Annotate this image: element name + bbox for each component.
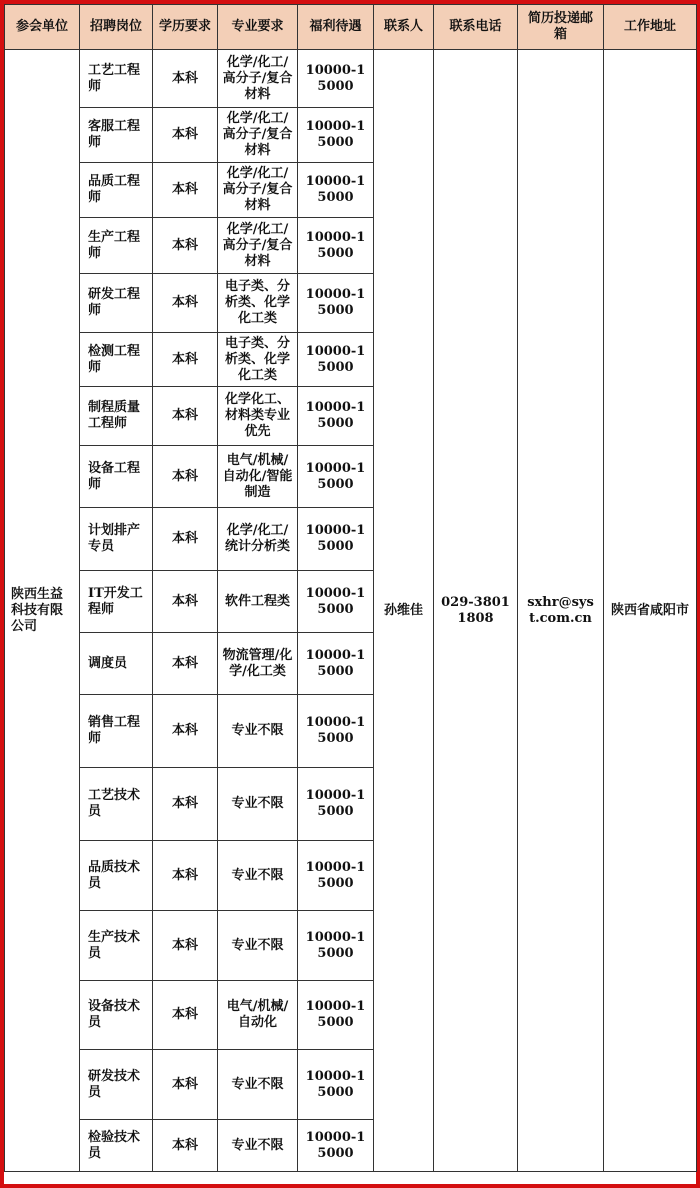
education-cell: 本科 [153,981,218,1050]
education-cell: 本科 [153,768,218,841]
address-cell: 陕西省咸阳市 [604,50,697,1172]
position-cell: 研发技术员 [80,1050,153,1120]
education-cell: 本科 [153,841,218,911]
recruitment-table [4,4,697,1172]
position-cell: 调度员 [80,633,153,695]
education-cell: 本科 [153,108,218,163]
contact-cell: 孙维佳 [374,50,434,1172]
position-cell: 工艺工程师 [80,50,153,108]
position-cell: 设备技术员 [80,981,153,1050]
header-company: 参会单位 [5,5,80,50]
major-cell: 电子类、分析类、化学化工类 [218,333,298,387]
header-major: 专业要求 [218,5,298,50]
salary-cell: 10000-15000 [298,1050,374,1120]
major-cell: 化学/化工/高分子/复合材料 [218,50,298,108]
page-frame [4,4,696,1184]
position-cell: 检验技术员 [80,1120,153,1172]
company-cell: 陕西生益科技有限公司 [5,50,80,1172]
position-cell: 销售工程师 [80,695,153,768]
salary-cell: 10000-15000 [298,333,374,387]
major-cell: 化学/化工/高分子/复合材料 [218,218,298,274]
major-cell: 软件工程类 [218,571,298,633]
salary-cell: 10000-15000 [298,163,374,218]
salary-cell: 10000-15000 [298,108,374,163]
major-cell: 电气/机械/自动化/智能制造 [218,446,298,508]
major-cell: 物流管理/化学/化工类 [218,633,298,695]
education-cell: 本科 [153,911,218,981]
position-cell: 计划排产专员 [80,508,153,571]
header-row [5,5,697,50]
salary-cell: 10000-15000 [298,841,374,911]
major-cell: 化学化工、材料类专业优先 [218,387,298,446]
major-cell: 电气/机械/自动化 [218,981,298,1050]
salary-cell: 10000-15000 [298,274,374,333]
education-cell: 本科 [153,274,218,333]
major-cell: 专业不限 [218,1120,298,1172]
salary-cell: 10000-15000 [298,911,374,981]
position-cell: 研发工程师 [80,274,153,333]
phone-cell: 029-38011808 [434,50,518,1172]
education-cell: 本科 [153,508,218,571]
education-cell: 本科 [153,333,218,387]
header-education: 学历要求 [153,5,218,50]
email-cell: sxhr@syst.com.cn [518,50,604,1172]
salary-cell: 10000-15000 [298,50,374,108]
header-position: 招聘岗位 [80,5,153,50]
major-cell: 电子类、分析类、化学化工类 [218,274,298,333]
education-cell: 本科 [153,1120,218,1172]
education-cell: 本科 [153,446,218,508]
salary-cell: 10000-15000 [298,633,374,695]
major-cell: 专业不限 [218,768,298,841]
position-cell: 客服工程师 [80,108,153,163]
major-cell: 专业不限 [218,911,298,981]
education-cell: 本科 [153,1050,218,1120]
position-cell: 生产工程师 [80,218,153,274]
major-cell: 化学/化工/高分子/复合材料 [218,163,298,218]
major-cell: 专业不限 [218,841,298,911]
major-cell: 化学/化工/高分子/复合材料 [218,108,298,163]
education-cell: 本科 [153,695,218,768]
position-cell: 设备工程师 [80,446,153,508]
header-contact: 联系人 [374,5,434,50]
education-cell: 本科 [153,571,218,633]
table-row [5,50,697,108]
salary-cell: 10000-15000 [298,508,374,571]
salary-cell: 10000-15000 [298,695,374,768]
header-address: 工作地址 [604,5,697,50]
education-cell: 本科 [153,387,218,446]
salary-cell: 10000-15000 [298,571,374,633]
header-salary: 福利待遇 [298,5,374,50]
position-cell: 品质技术员 [80,841,153,911]
position-cell: IT开发工程师 [80,571,153,633]
position-cell: 制程质量工程师 [80,387,153,446]
major-cell: 化学/化工/统计分析类 [218,508,298,571]
education-cell: 本科 [153,163,218,218]
salary-cell: 10000-15000 [298,1120,374,1172]
salary-cell: 10000-15000 [298,768,374,841]
salary-cell: 10000-15000 [298,446,374,508]
salary-cell: 10000-15000 [298,218,374,274]
position-cell: 工艺技术员 [80,768,153,841]
header-phone: 联系电话 [434,5,518,50]
salary-cell: 10000-15000 [298,387,374,446]
table-body [5,50,697,1172]
salary-cell: 10000-15000 [298,981,374,1050]
education-cell: 本科 [153,633,218,695]
position-cell: 检测工程师 [80,333,153,387]
major-cell: 专业不限 [218,695,298,768]
position-cell: 品质工程师 [80,163,153,218]
header-email: 简历投递邮箱 [518,5,604,50]
education-cell: 本科 [153,218,218,274]
major-cell: 专业不限 [218,1050,298,1120]
position-cell: 生产技术员 [80,911,153,981]
education-cell: 本科 [153,50,218,108]
